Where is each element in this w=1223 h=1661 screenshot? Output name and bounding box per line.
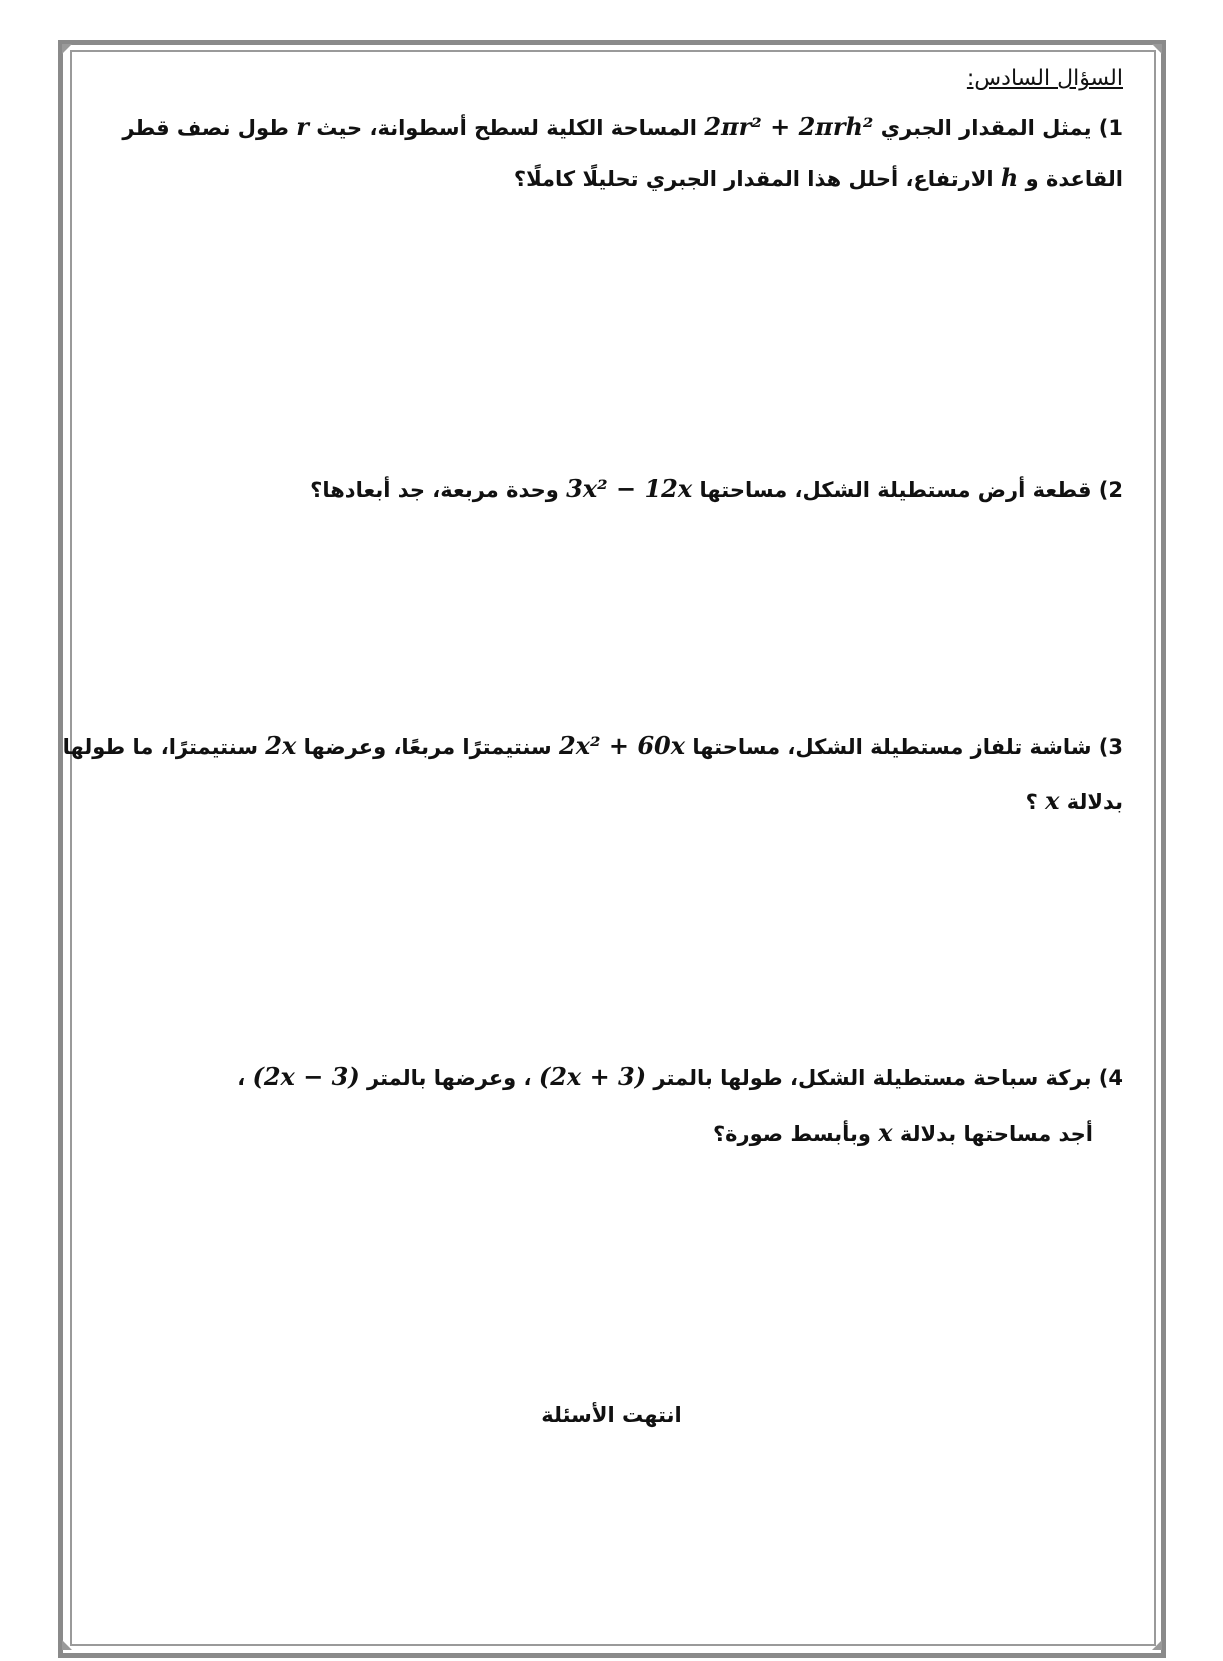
question-2 bbox=[310, 474, 1123, 503]
q1-variable-r: r bbox=[296, 112, 309, 141]
question-4-line-2 bbox=[713, 1118, 1093, 1147]
question-4-line-1 bbox=[237, 1062, 1123, 1091]
q4-text-b: ، وعرضها بالمتر bbox=[359, 1066, 539, 1090]
q3-text-b: سنتيمترًا مربعًا، وعرضها bbox=[296, 735, 560, 759]
end-of-questions: انتهت الأسئلة bbox=[541, 1403, 682, 1427]
q3-expression: 2x² + 60x bbox=[559, 731, 686, 760]
q1-variable-h: h bbox=[1000, 163, 1019, 192]
q2-text-a: 2) قطعة أرض مستطيلة الشكل، مساحتها bbox=[692, 478, 1123, 502]
q1-text-c: طول نصف قطر bbox=[122, 116, 297, 140]
q2-text-b: وحدة مربعة، جد أبعادها؟ bbox=[310, 478, 567, 502]
q1-expression: 2πr² + 2πrh² bbox=[704, 112, 874, 141]
question-1-line-2 bbox=[514, 163, 1123, 192]
corner-ornament bbox=[1152, 44, 1162, 54]
q4-text-c: ، bbox=[237, 1066, 253, 1090]
q3-text-a: 3) شاشة تلفاز مستطيلة الشكل، مساحتها bbox=[685, 735, 1123, 759]
q3-variable-x: x bbox=[1045, 786, 1060, 815]
q3-text-c: سنتيمترًا، ما طولها bbox=[62, 735, 266, 759]
corner-ornament bbox=[62, 1640, 72, 1650]
q3-text-e: ؟ bbox=[1025, 790, 1046, 814]
q4-variable-x: x bbox=[878, 1118, 893, 1147]
q1-text-e: الارتفاع، أحلل هذا المقدار الجبري تحليلًا كاملًا؟ bbox=[513, 167, 1001, 191]
q4-text-e: وبأبسط صورة؟ bbox=[712, 1122, 879, 1146]
q3-width: 2x bbox=[265, 731, 297, 760]
question-3-line-2 bbox=[1026, 786, 1123, 815]
q3-text-d: بدلالة bbox=[1059, 790, 1123, 814]
question-1-line-1 bbox=[122, 112, 1123, 141]
q1-text-d: القاعدة و bbox=[1018, 167, 1123, 191]
corner-ornament bbox=[62, 44, 72, 54]
q1-text-a: 1) يمثل المقدار الجبري bbox=[873, 116, 1123, 140]
q4-length-expression: (2x + 3) bbox=[538, 1062, 647, 1091]
question-3-line-1 bbox=[63, 731, 1123, 760]
q4-text-d: أجد مساحتها بدلالة bbox=[892, 1122, 1093, 1146]
q4-text-a: 4) بركة سباحة مستطيلة الشكل، طولها بالمتر bbox=[646, 1066, 1123, 1090]
q1-text-b: المساحة الكلية لسطح أسطوانة، حيث bbox=[308, 116, 705, 140]
q2-expression: 3x² − 12x bbox=[566, 474, 693, 503]
section-title: السؤال السادس: bbox=[966, 66, 1123, 91]
corner-ornament bbox=[1152, 1640, 1162, 1650]
q4-width-expression: (2x − 3) bbox=[252, 1062, 360, 1091]
